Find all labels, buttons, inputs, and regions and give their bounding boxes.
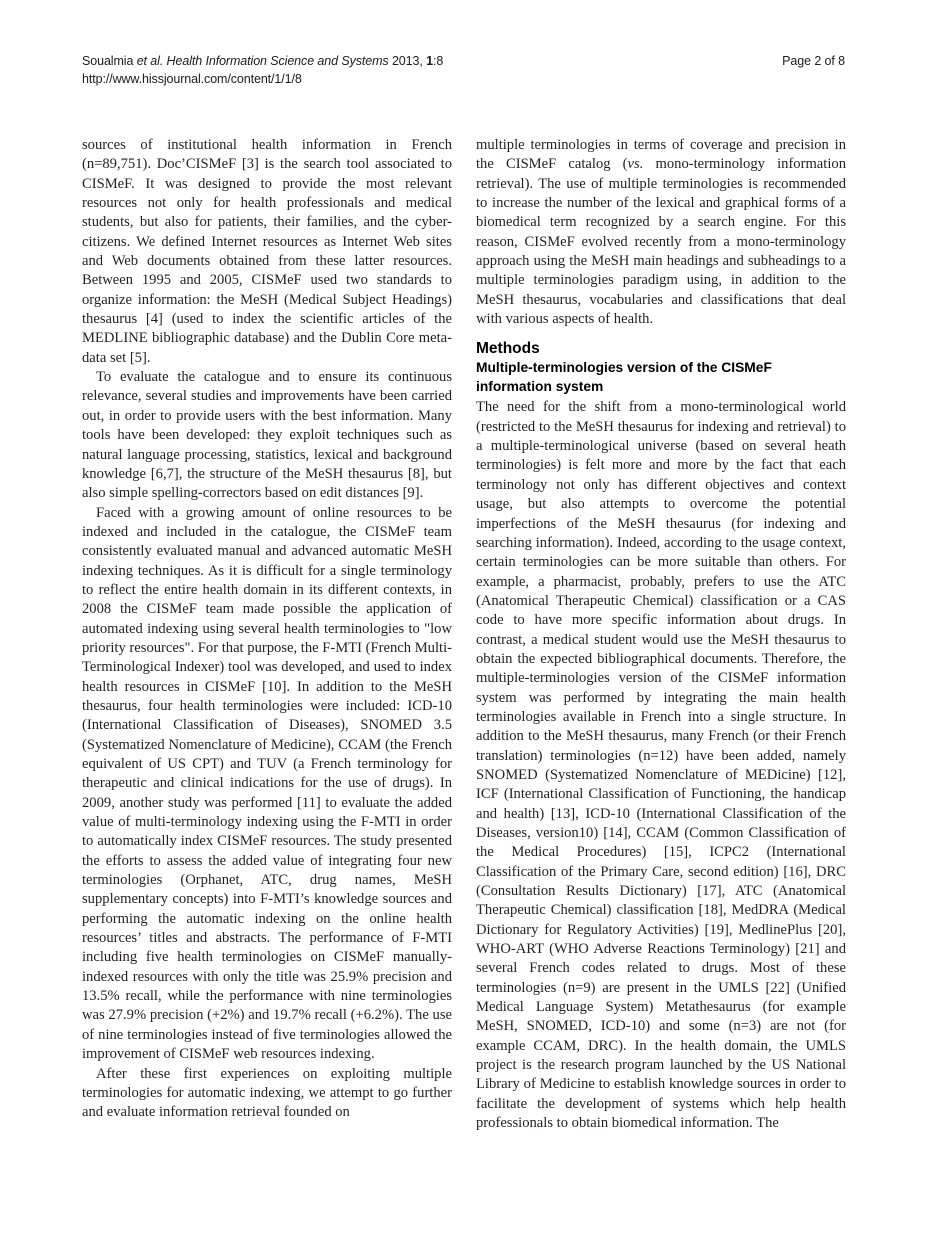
article-url: http://www.hissjournal.com/content/1/1/8 bbox=[82, 71, 302, 86]
right-column bbox=[476, 136, 846, 1134]
citation-issue: :8 bbox=[432, 54, 444, 68]
paragraph-run-vs: vs. bbox=[627, 156, 644, 173]
paragraph-evaluation-tools: To evaluate the catalogue and to ensure its continuous relevance, several studies and improvements have been carried out, in order to provide users with the best information. Many tools have been developed: they exploit techniques such as natural language processing, statistics, lexical and background knowledge [6,7], the structure of the MeSH thesaurus [8], but also simple spelling-correctors based on edit distances [9]. bbox=[82, 369, 452, 502]
paragraph-fmti-indexing: Faced with a growing amount of online resources to be indexed and included in the catalogue, the CISMeF team consistently evaluated manual and advanced automatic MeSH indexing techniques. As it is difficult for a single terminology to reflect the entire health domain in its different contexts, in 2008 the CISMeF team made possible the application of automated indexing using several health terminologies to "low priority resources". For that purpose, the F-MTI (French Multi-Terminological Indexer) tool was developed, and used to index health resources in CISMeF [10]. In addition to the MeSH thesaurus, four health terminologies were included: ICD-10 (International Classification of Diseases), SNOMED 3.5 (Systematized Nomenclature of Medicine), CCAM (the French equivalent of US CPT) and TUV (a French terminology for therapeutic and clinical indications for the use of drugs). In 2009, another study was performed [11] to evaluate the added value of multi-terminology indexing using the F-MTI in order to automatically index CISMeF resources. The study presented the efforts to assess the added value of integrating four new terminologies (Orphanet, ATC, drug names, MeSH supplementary concepts) into F-MTI’s knowledge sources and performing the automatic indexing on the online health resources’ titles and abstracts. The performance of F-MTI including five health terminologies on CISMeF manually-indexed resources with only the title was 25.9% precision and 13.5% recall, while the performance with nine terminologies was 27.9% precision (+2%) and 19.7% recall (+6.2%). The use of nine terminologies instead of five terminologies allowed the improvement of CISMeF web resources indexing. bbox=[82, 504, 452, 1063]
paragraph-methods-body: The need for the shift from a mono-terminological world (restricted to the MeSH thesaurus for indexing and retrieval) to a multiple-terminological universe (based on several heath terminologies) is felt more and more by the fact that each terminology not only has different objectives and context usage, but also attempts to overcome the potential imperfections of the MeSH thesaurus (for indexing and searching information). Indeed, according to the usage context, certain terminologies can be more suitable than others. For example, a pharmacist, probably, prefers to use the ATC (Anatomical Therapeutic Chemical) classification or a CAS code to have more specific information about drugs. In contrast, a medical student would use the MeSH thesaurus to obtain the expected bibliographical documents. Therefore, the multiple-terminologies version of the CISMeF information system was performed by integrating the main health terminologies available in French into a single structure. In addition to the MeSH thesaurus, many French (or their French translation) terminologies (n=12) have been added, namely SNOMED (Systematized Nomenclature of MEDicine) [12], ICF (International Classification of Functioning, the handicap and health) [13], ICD-10 (International Classification of the Diseases, version10) [14], CCAM (Common Classification of the Medical Procedures) [15], ICPC2 (International Classification of the Primary Care, second edition) [16], DRC (Consultation Results Dictionary) [17], ATC (Anatomical Therapeutic Chemical) classification [18], MedDRA (Medical Dictionary for Regulatory Activities) [19], MedlinePlus [20], WHO-ART (WHO Adverse Reactions Terminology) [21] and several French codes related to drugs. Most of these terminologies (n=9) are present in the UMLS [22] (Unified Medical Language System) Metathesaurus (for example MeSH, SNOMED, ICD-10) and some (n=3) are not (for example CCAM, DRC). In the health domain, the UMLS project is the research program launched by the US National Library of Medicine to establish knowledge sources in order to facilitate the development of systems which help health professionals to obtain biomedical information. The bbox=[476, 399, 846, 1132]
running-head bbox=[82, 53, 845, 88]
paragraph-run-after-vs: mono-terminology information retrieval). The use of multiple terminologies is recommended to increase the number of the lexical and graphical forms of a biomedical term recognized by a search engine. For this reason, CISMeF evolved recently from a mono-terminology approach using the MeSH main headings and subheadings to a multiple terminologies paradigm using, in addition to the MeSH thesaurus, vocabularies and classifications that deal with various aspects of health. bbox=[476, 156, 846, 328]
paragraph-multiple-terminologies bbox=[476, 136, 846, 329]
paragraph-continuation: sources of institutional health information in French (n=89,751). Doc’CISMeF [3] is the search tool associated to CISMeF. It was designed to provide the most relevant resources not only for health professionals and medical students, but also for patients, their families, and the cyber-citizens. We defined Internet resources as Internet Web sites and Web documents obtained from these latter resources. Between 1995 and 2005, CISMeF used two standards to organize information: the MeSH (Medical Subject Headings) thesaurus [4] (used to index the scientific articles of the MEDLINE bibliographic database) and the Dublin Core meta-data set [5]. bbox=[82, 137, 452, 366]
citation-block bbox=[82, 53, 443, 88]
page-number: Page 2 of 8 bbox=[782, 54, 845, 68]
methods-section-heading: Methods bbox=[476, 340, 540, 358]
paragraph-run-before-vs: multiple terminologies in terms of coverage and precision in the CISMeF catalog ( bbox=[476, 137, 846, 173]
multiterminologies-subsection-heading: Multiple-terminologies version of the CISMeF information system bbox=[476, 360, 772, 394]
citation-line bbox=[82, 53, 443, 71]
paragraph-transition: After these first experiences on exploiting multiple terminologies for automatic indexing, we attempt to go further and evaluate information retrieval founded on bbox=[82, 1065, 452, 1121]
left-column bbox=[82, 136, 452, 1134]
citation-year: 2013, bbox=[388, 54, 427, 68]
citation-journal-title: et al. Health Information Science and Systems bbox=[136, 54, 389, 68]
citation-volume: 1 bbox=[426, 54, 433, 68]
content-columns bbox=[82, 136, 846, 1134]
citation-authors: Soualmia bbox=[82, 54, 137, 68]
